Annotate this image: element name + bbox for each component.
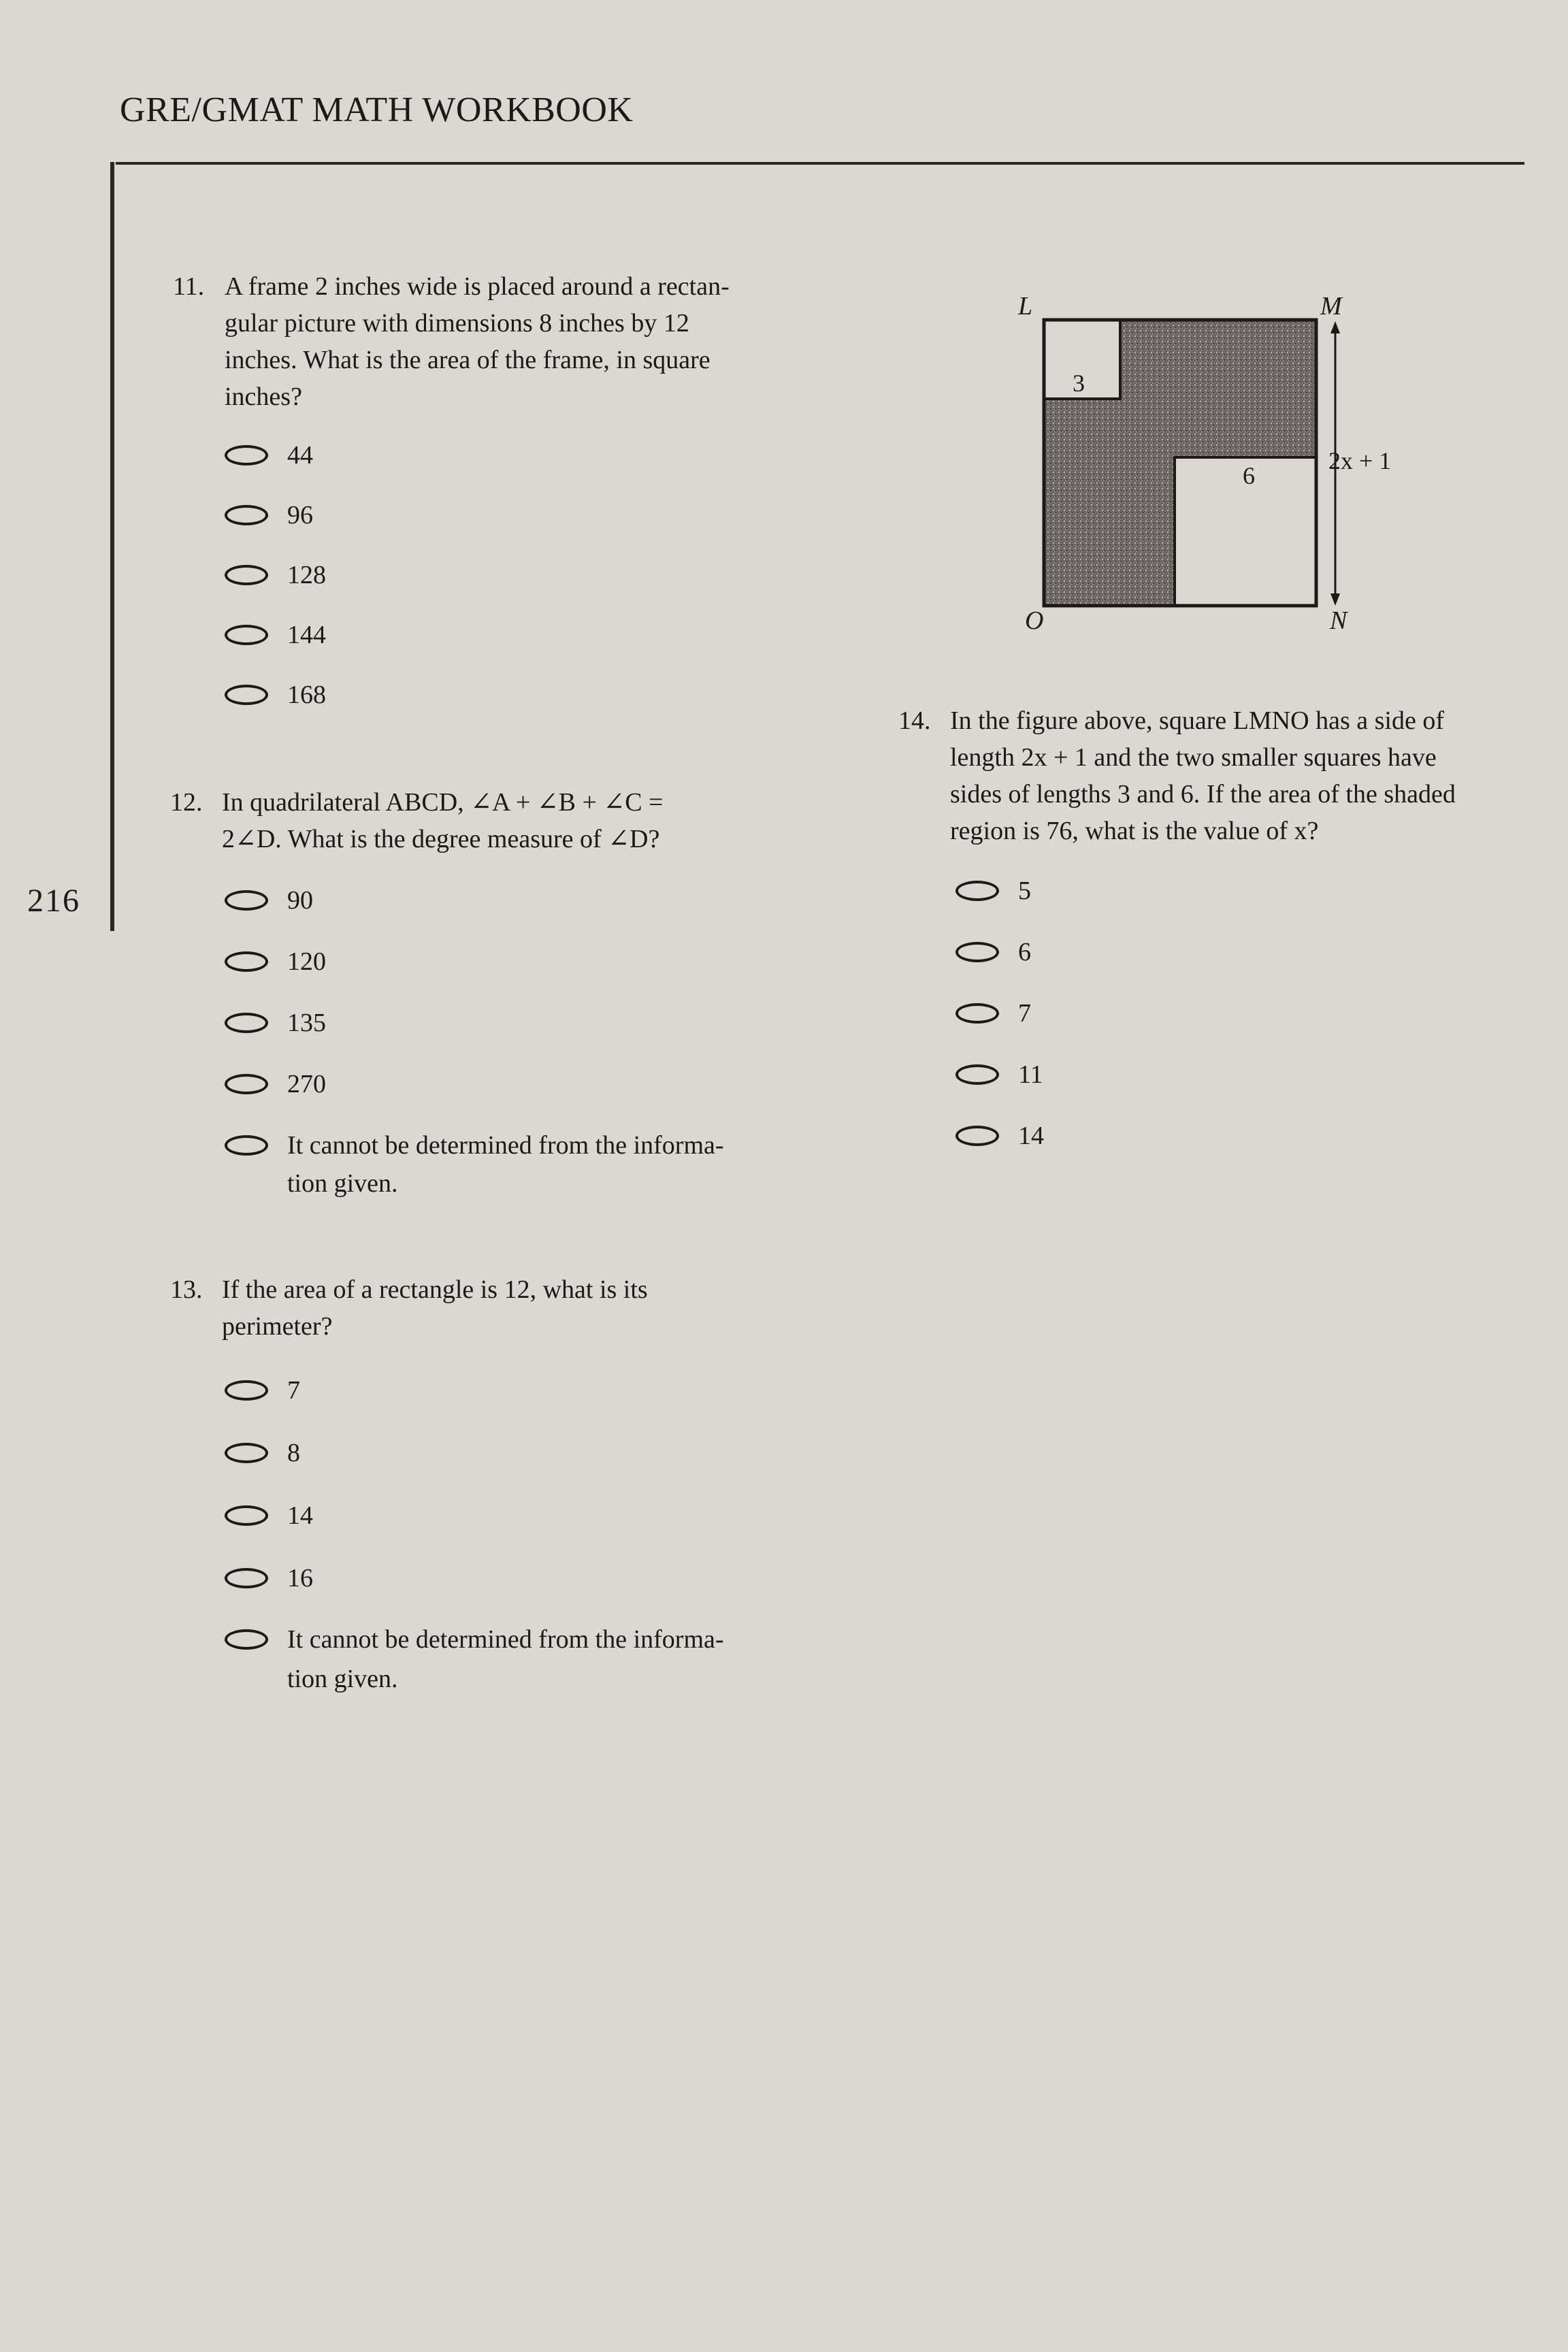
question-number: 11. [173,272,205,301]
question-line: gular picture with dimensions 8 inches by 12 [225,309,689,338]
vertex-label-o: O [1025,606,1044,635]
answer-bubble[interactable] [225,1135,268,1156]
square-lmno-figure [1014,286,1436,640]
option-label: 135 [287,1009,326,1037]
answer-bubble[interactable] [956,942,999,962]
question-line: perimeter? [222,1312,333,1341]
small-square-side-label: 3 [1073,370,1085,397]
option-label: 44 [287,441,313,470]
vertex-label-m: M [1320,292,1342,321]
question-line: In quadrilateral ABCD, ∠A + ∠B + ∠C = [222,788,664,817]
header-title-text: GRE/GMAT MATH WORKBOOK [120,91,634,129]
answer-bubble[interactable] [225,951,268,972]
question-line: If the area of a rectangle is 12, what is its [222,1275,648,1304]
option-label: 90 [287,886,313,915]
arrow-down-icon [1330,593,1340,606]
question-line: region is 76, what is the value of x? [950,817,1319,845]
question-number: 14. [898,706,931,735]
answer-bubble[interactable] [225,1380,268,1401]
arrow-up-icon [1330,321,1340,333]
answer-bubble[interactable] [225,625,268,645]
question-text [950,702,1456,849]
question-line: inches. What is the area of the frame, in square [225,346,710,374]
option-label: 144 [287,621,326,649]
answer-bubble[interactable] [225,1505,268,1526]
answer-bubble[interactable] [225,505,268,525]
option-label: It cannot be determined from the informa- [287,1131,724,1160]
option-label-continued: tion given. [287,1665,398,1693]
answer-bubble[interactable] [225,445,268,466]
answer-bubble[interactable] [225,1629,268,1650]
question-text [225,268,730,415]
running-header [120,90,633,130]
option-label: 168 [287,681,326,709]
side-length-label: 2x + 1 [1328,447,1392,474]
answer-bubble[interactable] [956,881,999,901]
question-text [222,1271,648,1345]
option-label: It cannot be determined from the informa- [287,1625,724,1654]
answer-bubble[interactable] [225,1074,268,1094]
answer-bubble[interactable] [225,890,268,911]
option-label: 128 [287,561,326,589]
answer-bubble[interactable] [225,565,268,585]
option-label: 270 [287,1070,326,1098]
answer-bubble[interactable] [225,1443,268,1463]
question-text [222,784,664,858]
page-number: 216 [27,883,80,919]
answer-bubble[interactable] [225,1568,268,1588]
question-line: 2∠D. What is the degree measure of ∠D? [222,825,660,853]
margin-bar [110,162,114,931]
option-label: 120 [287,947,326,976]
option-label: 7 [287,1376,300,1405]
answer-bubble[interactable] [956,1003,999,1024]
question-number: 13. [170,1275,203,1304]
question-line: inches? [225,382,302,411]
question-number: 12. [170,788,203,817]
answer-bubble[interactable] [225,1013,268,1033]
question-line: A frame 2 inches wide is placed around a rectan- [225,272,730,301]
question-line: In the figure above, square LMNO has a side of [950,706,1444,735]
vertex-label-n: N [1330,606,1348,635]
option-label: 96 [287,501,313,529]
answer-bubble[interactable] [956,1064,999,1085]
medium-square-side-label: 6 [1243,462,1255,489]
option-label: 5 [1018,877,1031,905]
option-label: 6 [1018,938,1031,966]
option-label: 11 [1018,1060,1043,1089]
vertex-label-l: L [1018,292,1033,321]
answer-bubble[interactable] [956,1126,999,1146]
question-line: sides of lengths 3 and 6. If the area of the shaded [950,780,1456,808]
option-label: 8 [287,1439,300,1467]
option-label: 14 [287,1501,313,1530]
option-label: 16 [287,1564,313,1592]
option-label-continued: tion given. [287,1169,398,1198]
option-label: 7 [1018,999,1031,1028]
answer-bubble[interactable] [225,685,268,705]
question-line: length 2x + 1 and the two smaller squares have [950,743,1437,772]
header-rule [116,162,1524,165]
option-label: 14 [1018,1122,1044,1150]
